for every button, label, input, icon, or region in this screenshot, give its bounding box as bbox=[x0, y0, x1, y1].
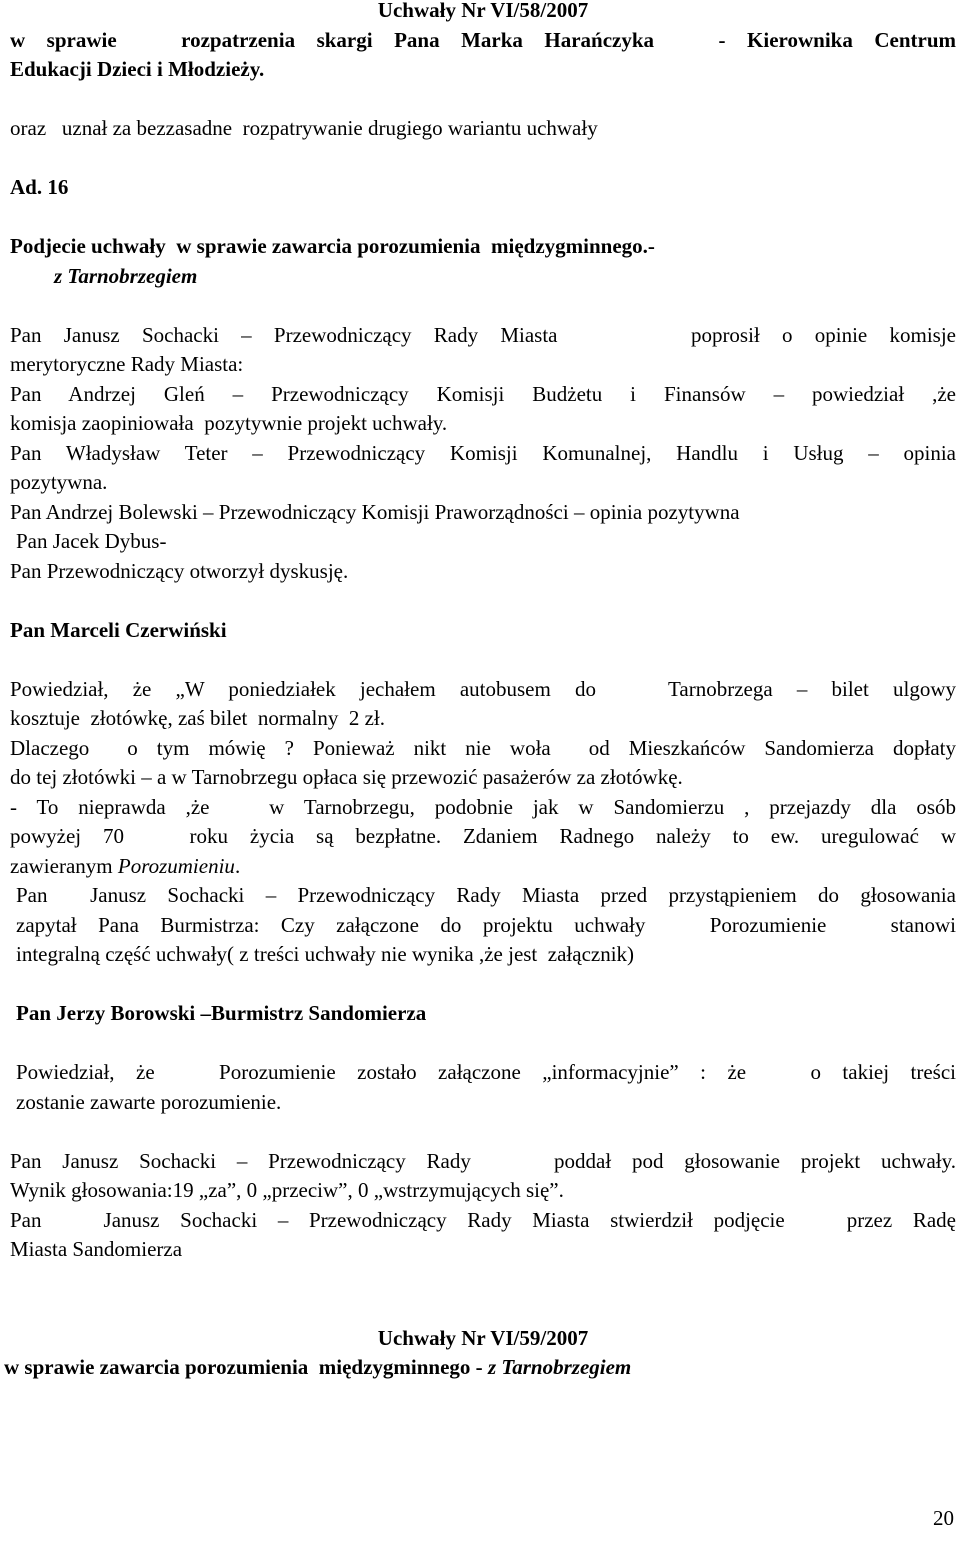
paragraph-line: Powiedział, że „W poniedziałek jechałem autobusem do Tarnobrzega – bilet ulgowy bbox=[10, 676, 956, 701]
paragraph-line: integralną część uchwały( z treści uchwały nie wynika ,że jest załącznik) bbox=[16, 942, 635, 966]
paragraph-line: zapytał Pana Burmistrza: Czy załączone do projektu uchwały Porozumienie stanowi bbox=[16, 912, 956, 937]
speaker-name: Pan Jerzy Borowski –Burmistrz Sandomierza bbox=[16, 1001, 427, 1025]
paragraph-line: Pan Andrzej Bolewski – Przewodniczący Komisji Praworządności – opinia pozytywna bbox=[10, 499, 740, 524]
resolution-subject-line bbox=[4, 1353, 956, 1383]
paragraph-line: Pan Władysław Teter – Przewodniczący Komisji Komunalnej, Handlu i Usług – opinia bbox=[10, 440, 956, 465]
paragraph-line: Pan Przewodniczący otworzył dyskusję. bbox=[10, 558, 349, 583]
paragraph-line: Pan Janusz Sochacki – Przewodniczący Rady Miasta przed przystąpieniem do głosowania bbox=[16, 883, 956, 907]
resolution-title: Uchwały Nr VI/59/2007 bbox=[377, 1325, 589, 1350]
paragraph-line: zostanie zawarte porozumienie. bbox=[16, 1089, 282, 1114]
paragraph-line: komisja zaopiniowała pozytywnie projekt uchwały. bbox=[10, 411, 448, 435]
paragraph-line: Pan Janusz Sochacki – Przewodniczący Rady poddał pod głosowanie projekt uchwały. bbox=[10, 1148, 956, 1173]
agenda-item-heading-sub: z Tarnobrzegiem bbox=[54, 263, 198, 288]
paragraph-line: do tej złotówki – a w Tarnobrzegu opłaca się przewozić pasażerów za złotówkę. bbox=[10, 765, 683, 789]
paragraph-line: Pan Janusz Sochacki – Przewodniczący Rady Miasta poprosił o opinie komisje bbox=[10, 322, 956, 347]
paragraph: oraz uznał za bezzasadne rozpatrywanie drugiego wariantu uchwały bbox=[10, 116, 598, 140]
document-page bbox=[4, 0, 956, 1383]
resolution-title: Uchwały Nr VI/58/2007 bbox=[377, 0, 589, 22]
paragraph-line: Pan Andrzej Gleń – Przewodniczący Komisji Budżetu i Finansów – powiedział ,że bbox=[10, 381, 956, 406]
agenda-item-label: Ad. 16 bbox=[10, 175, 69, 199]
paragraph-line: Pan Jacek Dybus- bbox=[16, 529, 167, 553]
page-number: 20 bbox=[933, 1506, 954, 1530]
paragraph-line: Miasta Sandomierza bbox=[10, 1237, 183, 1261]
emphasis-text: z Tarnobrzegiem bbox=[487, 1355, 632, 1379]
paragraph-line: - To nieprawda ,że w Tarnobrzegu, podobnie jak w Sandomierzu , przejazdy dla osób bbox=[10, 794, 956, 819]
resolution-subject-line: w sprawie rozpatrzenia skargi Pana Marka Harańczyka - Kierownika Centrum bbox=[10, 27, 956, 52]
emphasis-text: Porozumieniu bbox=[117, 853, 235, 878]
text-run: w sprawie zawarcia porozumienia międzygminnego - bbox=[4, 1355, 488, 1379]
paragraph-line: Wynik głosowania:19 „za”, 0 „przeciw”, 0 „wstrzymujących się”. bbox=[10, 1178, 564, 1202]
paragraph-line: powyżej 70 roku życia są bezpłatne. Zdaniem Radnego należy to ew. uregulować w bbox=[10, 824, 956, 848]
paragraph-line: Pan Janusz Sochacki – Przewodniczący Rady Miasta stwierdził podjęcie przez Radę bbox=[10, 1207, 956, 1232]
paragraph-line bbox=[10, 852, 956, 882]
paragraph-line: Powiedział, że Porozumienie zostało załączone „informacyjnie” : że o takiej treści bbox=[16, 1060, 956, 1084]
paragraph-line: pozytywna. bbox=[10, 470, 108, 494]
agenda-item-heading: Podjecie uchwały w sprawie zawarcia porozumienia międzygminnego.- bbox=[10, 234, 655, 258]
paragraph-line: Dlaczego o tym mówię ? Ponieważ nikt nie woła od Mieszkańców Sandomierza dopłaty bbox=[10, 735, 956, 760]
text-run: . bbox=[234, 853, 241, 878]
resolution-subject-line: Edukacji Dzieci i Młodzieży. bbox=[10, 57, 265, 81]
paragraph-line: kosztuje złotówkę, zaś bilet normalny 2 zł. bbox=[10, 706, 385, 730]
text-run: zawieranym bbox=[10, 853, 118, 878]
paragraph-line: merytoryczne Rady Miasta: bbox=[10, 352, 244, 376]
speaker-name: Pan Marceli Czerwiński bbox=[10, 617, 227, 642]
